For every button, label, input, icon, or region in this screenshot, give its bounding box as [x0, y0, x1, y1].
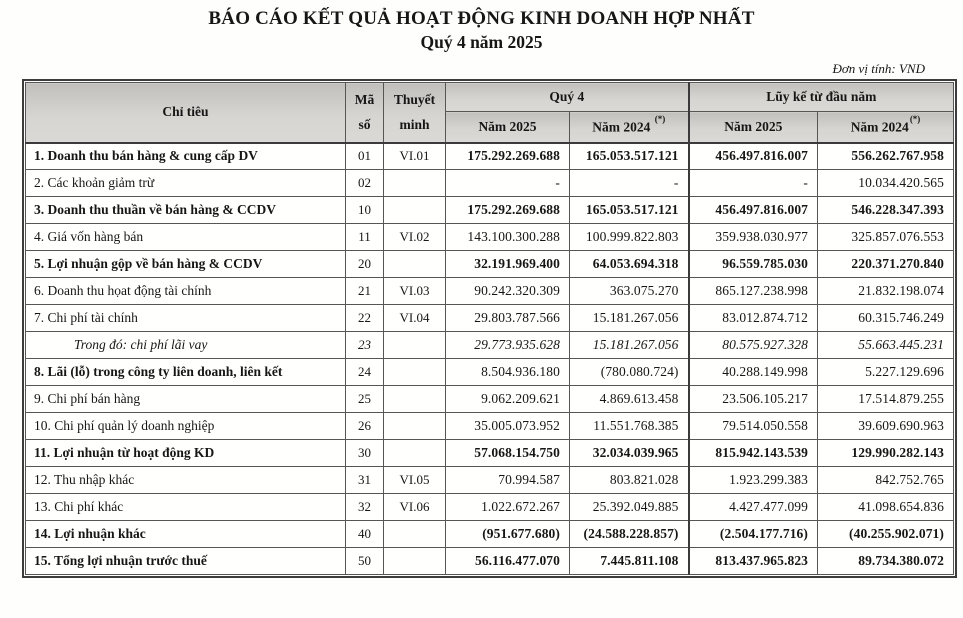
- table-header: [26, 83, 954, 143]
- ma-so-cell: 11: [346, 224, 384, 251]
- value-cell-q4-2024: 64.053.694.318: [570, 251, 689, 278]
- thuyet-minh-cell: [384, 251, 446, 278]
- value-cell-q4-2025: 29.803.787.566: [446, 305, 570, 332]
- row-label-cell: 9. Chi phí bán hàng: [26, 386, 346, 413]
- value-cell-q4-2025: 90.242.320.309: [446, 278, 570, 305]
- value-cell-q4-2025: 35.005.073.952: [446, 413, 570, 440]
- report-subtitle: Quý 4 năm 2025: [420, 32, 543, 52]
- header-group-luy-ke: Lũy kế từ đầu năm: [689, 83, 954, 112]
- value-cell-lk-2025: 96.559.785.030: [689, 251, 818, 278]
- header-tm-line2: minh: [399, 117, 430, 133]
- asterisk-note: (*): [909, 114, 921, 124]
- thuyet-minh-cell: VI.06: [384, 494, 446, 521]
- table-row: [26, 494, 954, 521]
- header-lk-nam-2025: Năm 2025: [689, 112, 818, 143]
- value-cell-lk-2025: 1.923.299.383: [689, 467, 818, 494]
- value-cell-lk-2025: 4.427.477.099: [689, 494, 818, 521]
- ma-so-cell: 30: [346, 440, 384, 467]
- value-cell-lk-2025: 80.575.927.328: [689, 332, 818, 359]
- value-cell-q4-2025: 70.994.587: [446, 467, 570, 494]
- report-table: [25, 82, 954, 575]
- header-thuyet-minh: [384, 83, 446, 143]
- ma-so-cell: 21: [346, 278, 384, 305]
- ma-so-cell: 02: [346, 170, 384, 197]
- value-cell-lk-2024: 89.734.380.072: [818, 548, 954, 575]
- value-cell-lk-2025: 23.506.105.217: [689, 386, 818, 413]
- table-row: [26, 332, 954, 359]
- value-cell-lk-2025: 813.437.965.823: [689, 548, 818, 575]
- value-cell-q4-2025: 8.504.936.180: [446, 359, 570, 386]
- report-table-body: [26, 143, 954, 575]
- row-label-cell: 3. Doanh thu thuần về bán hàng & CCDV: [26, 197, 346, 224]
- value-cell-q4-2024: 100.999.822.803: [570, 224, 689, 251]
- thuyet-minh-cell: [384, 440, 446, 467]
- header-q4-nam-2024: [570, 112, 689, 143]
- table-row: [26, 170, 954, 197]
- value-cell-lk-2025: 865.127.238.998: [689, 278, 818, 305]
- header-q4-nam-2024-text: Năm 2024: [592, 119, 654, 135]
- table-row: [26, 521, 954, 548]
- table-row: [26, 278, 954, 305]
- thuyet-minh-cell: [384, 359, 446, 386]
- value-cell-q4-2025: 175.292.269.688: [446, 143, 570, 170]
- header-lk-nam-2024-text: Năm 2024: [850, 119, 909, 135]
- value-cell-q4-2025: (951.677.680): [446, 521, 570, 548]
- ma-so-cell: 01: [346, 143, 384, 170]
- value-cell-lk-2024: 60.315.746.249: [818, 305, 954, 332]
- thuyet-minh-cell: VI.03: [384, 278, 446, 305]
- row-label-cell: 6. Doanh thu họat động tài chính: [26, 278, 346, 305]
- ma-so-cell: 50: [346, 548, 384, 575]
- table-row: [26, 143, 954, 170]
- value-cell-q4-2024: 165.053.517.121: [570, 143, 689, 170]
- report-table-frame: [22, 79, 957, 578]
- value-cell-lk-2024: 220.371.270.840: [818, 251, 954, 278]
- value-cell-lk-2024: 842.752.765: [818, 467, 954, 494]
- header-lk-nam-2024: [818, 112, 954, 143]
- value-cell-q4-2024: 15.181.267.056: [570, 305, 689, 332]
- ma-so-cell: 20: [346, 251, 384, 278]
- header-tm-line1: Thuyết: [393, 91, 436, 107]
- thuyet-minh-cell: [384, 386, 446, 413]
- value-cell-q4-2024: 7.445.811.108: [570, 548, 689, 575]
- thuyet-minh-cell: [384, 548, 446, 575]
- row-label-cell: 14. Lợi nhuận khác: [26, 521, 346, 548]
- thuyet-minh-cell: VI.01: [384, 143, 446, 170]
- asterisk-note: (*): [654, 114, 666, 124]
- ma-so-cell: 31: [346, 467, 384, 494]
- value-cell-q4-2024: 803.821.028: [570, 467, 689, 494]
- row-label-cell: 10. Chi phí quản lý doanh nghiệp: [26, 413, 346, 440]
- header-ma-line1: Mã: [354, 91, 375, 107]
- table-row: [26, 197, 954, 224]
- table-row: [26, 359, 954, 386]
- value-cell-q4-2025: 32.191.969.400: [446, 251, 570, 278]
- thuyet-minh-cell: [384, 197, 446, 224]
- value-cell-q4-2025: 29.773.935.628: [446, 332, 570, 359]
- value-cell-lk-2025: 359.938.030.977: [689, 224, 818, 251]
- thuyet-minh-cell: VI.04: [384, 305, 446, 332]
- table-row: [26, 305, 954, 332]
- value-cell-lk-2025: 79.514.050.558: [689, 413, 818, 440]
- row-label-cell: 11. Lợi nhuận từ hoạt động KD: [26, 440, 346, 467]
- thuyet-minh-cell: [384, 332, 446, 359]
- value-cell-lk-2024: 556.262.767.958: [818, 143, 954, 170]
- value-cell-lk-2025: 456.497.816.007: [689, 143, 818, 170]
- value-cell-q4-2025: 143.100.300.288: [446, 224, 570, 251]
- table-row: [26, 440, 954, 467]
- table-row: [26, 251, 954, 278]
- thuyet-minh-cell: [384, 170, 446, 197]
- value-cell-q4-2025: 57.068.154.750: [446, 440, 570, 467]
- value-cell-lk-2025: 456.497.816.007: [689, 197, 818, 224]
- row-label-cell: 7. Chi phí tài chính: [26, 305, 346, 332]
- ma-so-cell: 22: [346, 305, 384, 332]
- ma-so-cell: 24: [346, 359, 384, 386]
- header-ma-line2: số: [358, 117, 371, 133]
- row-label-cell: 12. Thu nhập khác: [26, 467, 346, 494]
- value-cell-q4-2024: 363.075.270: [570, 278, 689, 305]
- row-label-cell: Trong đó: chi phí lãi vay: [26, 332, 346, 359]
- header-group-quy4: Quý 4: [446, 83, 689, 112]
- value-cell-q4-2024: 15.181.267.056: [570, 332, 689, 359]
- value-cell-q4-2025: 9.062.209.621: [446, 386, 570, 413]
- value-cell-lk-2025: (2.504.177.716): [689, 521, 818, 548]
- header-group-row: [26, 83, 954, 112]
- value-cell-q4-2024: 165.053.517.121: [570, 197, 689, 224]
- thuyet-minh-cell: [384, 521, 446, 548]
- value-cell-q4-2024: 32.034.039.965: [570, 440, 689, 467]
- thuyet-minh-cell: VI.05: [384, 467, 446, 494]
- header-q4-nam-2025: Năm 2025: [446, 112, 570, 143]
- row-label-cell: 8. Lãi (lỗ) trong công ty liên doanh, liên kết: [26, 359, 346, 386]
- row-label-cell: 13. Chi phí khác: [26, 494, 346, 521]
- value-cell-lk-2024: 546.228.347.393: [818, 197, 954, 224]
- report-title: BÁO CÁO KẾT QUẢ HOẠT ĐỘNG KINH DOANH HỢP NHẤT: [208, 8, 755, 29]
- value-cell-lk-2024: 21.832.198.074: [818, 278, 954, 305]
- header-chi-tieu: Chỉ tiêu: [26, 83, 346, 143]
- value-cell-q4-2025: 56.116.477.070: [446, 548, 570, 575]
- table-row: [26, 413, 954, 440]
- ma-so-cell: 32: [346, 494, 384, 521]
- value-cell-q4-2025: 1.022.672.267: [446, 494, 570, 521]
- value-cell-q4-2024: (24.588.228.857): [570, 521, 689, 548]
- value-cell-q4-2024: 11.551.768.385: [570, 413, 689, 440]
- value-cell-lk-2024: 17.514.879.255: [818, 386, 954, 413]
- ma-so-cell: 40: [346, 521, 384, 548]
- value-cell-q4-2024: 25.392.049.885: [570, 494, 689, 521]
- value-cell-lk-2025: 40.288.149.998: [689, 359, 818, 386]
- table-row: [26, 548, 954, 575]
- row-label-cell: 4. Giá vốn hàng bán: [26, 224, 346, 251]
- row-label-cell: 15. Tổng lợi nhuận trước thuế: [26, 548, 346, 575]
- value-cell-lk-2024: 129.990.282.143: [818, 440, 954, 467]
- row-label-cell: 2. Các khoản giảm trừ: [26, 170, 346, 197]
- thuyet-minh-cell: VI.02: [384, 224, 446, 251]
- value-cell-q4-2025: 175.292.269.688: [446, 197, 570, 224]
- ma-so-cell: 10: [346, 197, 384, 224]
- value-cell-lk-2024: 41.098.654.836: [818, 494, 954, 521]
- table-row: [26, 467, 954, 494]
- ma-so-cell: 23: [346, 332, 384, 359]
- value-cell-lk-2024: 55.663.445.231: [818, 332, 954, 359]
- ma-so-cell: 26: [346, 413, 384, 440]
- value-cell-lk-2024: 5.227.129.696: [818, 359, 954, 386]
- value-cell-lk-2025: 83.012.874.712: [689, 305, 818, 332]
- header-ma-so: [346, 83, 384, 143]
- value-cell-q4-2024: -: [570, 170, 689, 197]
- value-cell-lk-2025: 815.942.143.539: [689, 440, 818, 467]
- value-cell-lk-2024: 39.609.690.963: [818, 413, 954, 440]
- ma-so-cell: 25: [346, 386, 384, 413]
- table-row: [26, 224, 954, 251]
- unit-note: Đơn vị tính: VND: [832, 61, 925, 76]
- value-cell-lk-2024: 10.034.420.565: [818, 170, 954, 197]
- value-cell-lk-2025: -: [689, 170, 818, 197]
- value-cell-lk-2024: (40.255.902.071): [818, 521, 954, 548]
- report-page: [0, 8, 963, 578]
- thuyet-minh-cell: [384, 413, 446, 440]
- value-cell-q4-2024: 4.869.613.458: [570, 386, 689, 413]
- value-cell-lk-2024: 325.857.076.553: [818, 224, 954, 251]
- value-cell-q4-2024: (780.080.724): [570, 359, 689, 386]
- row-label-cell: 1. Doanh thu bán hàng & cung cấp DV: [26, 143, 346, 170]
- row-label-cell: 5. Lợi nhuận gộp về bán hàng & CCDV: [26, 251, 346, 278]
- value-cell-q4-2025: -: [446, 170, 570, 197]
- table-row: [26, 386, 954, 413]
